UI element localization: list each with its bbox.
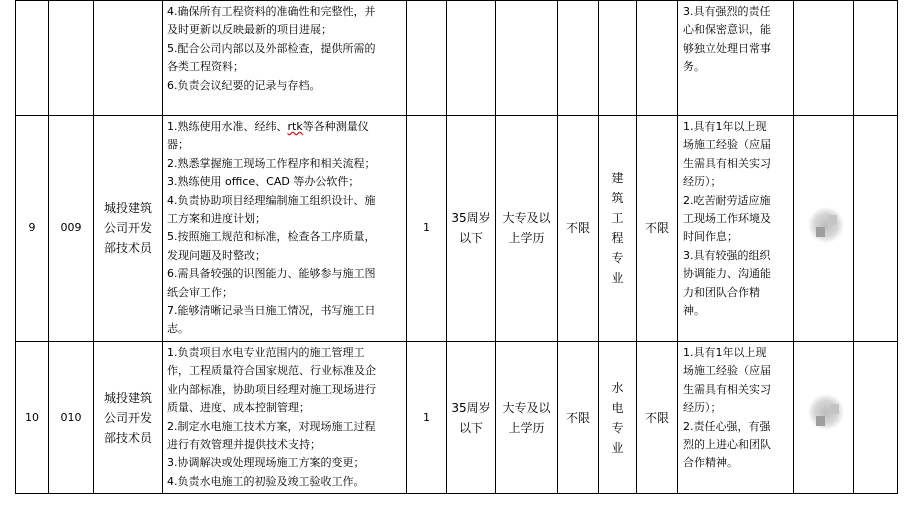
requirement-line: 经历）； bbox=[683, 175, 722, 189]
requirement-line: 神。 bbox=[683, 304, 705, 318]
table-row-9 bbox=[16, 116, 898, 342]
major-char: 专 bbox=[611, 420, 624, 435]
requirement-line: 2.吃苦耐劳适应施 bbox=[683, 193, 771, 207]
duty-line: 作，工程质量符合国家规范、行业标准及企 bbox=[167, 364, 376, 378]
unit-cell bbox=[94, 1, 163, 116]
gender-cell: 不限 bbox=[558, 116, 599, 342]
major-cell bbox=[599, 1, 637, 116]
duty-line: 及时更新以反映最新的项目进展； bbox=[167, 23, 332, 37]
requirement-line: 2.责任心强，有强 bbox=[683, 419, 771, 433]
major-char: 专 bbox=[611, 251, 624, 266]
duty-line: 发现问题及时整改； bbox=[167, 248, 266, 262]
duty-line: 业内部标准，协助项目经理对施工现场进行 bbox=[167, 382, 376, 396]
age-cell bbox=[447, 341, 496, 493]
major-char: 电 bbox=[611, 400, 624, 415]
education-cell bbox=[496, 341, 558, 493]
major-char: 业 bbox=[611, 271, 624, 286]
major-char: 筑 bbox=[611, 191, 624, 206]
requirements-cell bbox=[678, 341, 794, 493]
index-cell: 9 bbox=[16, 116, 49, 342]
age-cell bbox=[447, 116, 496, 342]
major-char: 业 bbox=[611, 440, 624, 455]
duty-line: 7.能够清晰记录当日施工情况，书写施工日 bbox=[167, 304, 376, 318]
code-cell bbox=[49, 1, 94, 116]
duty-line: 5.按照施工规范和标准，检查各工序质量， bbox=[167, 230, 376, 244]
photo-cell bbox=[794, 1, 854, 116]
table-row-continuation bbox=[16, 1, 898, 116]
duty-line: 5.配合公司内部以及外部检查，提供所需的 bbox=[167, 41, 376, 55]
requirement-line: 生需具有相关实习 bbox=[683, 156, 771, 170]
requirement-line: 务。 bbox=[683, 60, 705, 74]
code-cell: 009 bbox=[49, 116, 94, 342]
requirement-line: 协调能力、沟通能 bbox=[683, 267, 771, 281]
duty-line: 4.负责协助项目经理编制施工组织设计、施 bbox=[167, 193, 376, 207]
duties-cell bbox=[163, 341, 407, 493]
requirement-line: 经历）； bbox=[683, 401, 722, 415]
duty-line: 3.熟练使用 office、CAD 等办公软件； bbox=[167, 175, 360, 189]
major-char: 水 bbox=[611, 380, 624, 395]
other-cell: 不限 bbox=[637, 341, 678, 493]
requirement-line: 合作精神。 bbox=[683, 456, 738, 470]
job-postings-table bbox=[15, 0, 898, 494]
requirement-line: 1.具有1年以上现 bbox=[683, 345, 767, 359]
duty-line: 工方案和进度计划； bbox=[167, 212, 266, 226]
duties-cell bbox=[163, 1, 407, 116]
gender-cell: 不限 bbox=[558, 341, 599, 493]
duty-line: 6.需具备较强的识图能力、能够参与施工图 bbox=[167, 267, 376, 281]
duty-line: 3.协调解决或处理现场施工方案的变更； bbox=[167, 456, 365, 470]
age-line: 35周岁 bbox=[451, 400, 491, 415]
duty-line: 1.熟练使用水准、经纬、rtk等各种测量仪 bbox=[167, 120, 369, 133]
major-char: 工 bbox=[611, 211, 624, 226]
education-line: 上学历 bbox=[508, 231, 545, 246]
duty-line: 2.制定水电施工技术方案，对现场施工过程 bbox=[167, 419, 376, 433]
major-cell bbox=[599, 116, 637, 342]
requirement-line: 烈的上进心和团队 bbox=[683, 437, 771, 451]
duty-line: 2.熟悉掌握施工现场工作程序和相关流程； bbox=[167, 156, 376, 170]
unit-cell bbox=[94, 116, 163, 342]
gender-cell bbox=[558, 1, 599, 116]
extra-cell bbox=[854, 116, 898, 342]
redacted-photo-icon bbox=[808, 394, 844, 430]
duty-line: 器； bbox=[167, 138, 189, 152]
table-row-10 bbox=[16, 341, 898, 493]
count-cell: 1 bbox=[407, 116, 447, 342]
major-char: 程 bbox=[611, 231, 624, 246]
duty-line: 4.确保所有工程资料的准确性和完整性，并 bbox=[167, 5, 376, 18]
index-cell bbox=[16, 1, 49, 116]
requirement-line: 够独立处理日常事 bbox=[683, 41, 771, 55]
education-line: 大专及以 bbox=[502, 211, 551, 226]
major-cell bbox=[599, 341, 637, 493]
unit-line: 城投建筑 bbox=[103, 201, 152, 216]
requirement-line: 心和保密意识，能 bbox=[683, 23, 771, 37]
spellcheck-word: rtk bbox=[287, 120, 303, 133]
age-line: 以下 bbox=[458, 231, 483, 246]
extra-cell bbox=[854, 1, 898, 116]
unit-line: 城投建筑 bbox=[103, 390, 152, 405]
requirements-cell bbox=[678, 1, 794, 116]
other-cell: 不限 bbox=[637, 116, 678, 342]
age-cell bbox=[447, 1, 496, 116]
duty-line: 进行有效管理并提供技术支持； bbox=[167, 437, 321, 451]
requirements-cell bbox=[678, 116, 794, 342]
requirement-line: 3.具有较强的组织 bbox=[683, 248, 771, 262]
requirement-line: 3.具有强烈的责任 bbox=[683, 5, 771, 18]
requirement-line: 时间作息； bbox=[683, 230, 738, 244]
other-cell bbox=[637, 1, 678, 116]
unit-line: 部技术员 bbox=[103, 241, 152, 256]
redacted-photo-icon bbox=[808, 207, 844, 243]
count-cell: 1 bbox=[407, 341, 447, 493]
code-cell: 010 bbox=[49, 341, 94, 493]
requirement-line: 力和团队合作精 bbox=[683, 285, 760, 299]
duty-line: 纸会审工作； bbox=[167, 285, 233, 299]
index-cell: 10 bbox=[16, 341, 49, 493]
duty-line: 志。 bbox=[167, 322, 189, 336]
requirement-line: 生需具有相关实习 bbox=[683, 382, 771, 396]
education-cell bbox=[496, 1, 558, 116]
requirement-line: 工现场工作环境及 bbox=[683, 212, 771, 226]
unit-line: 公司开发 bbox=[103, 221, 152, 236]
education-line: 上学历 bbox=[508, 420, 545, 435]
education-cell bbox=[496, 116, 558, 342]
duty-line: 1.负责项目水电专业范围内的施工管理工 bbox=[167, 345, 365, 359]
duty-line: 4.负责水电施工的初验及竣工验收工作。 bbox=[167, 474, 365, 488]
unit-line: 公司开发 bbox=[103, 410, 152, 425]
age-line: 35周岁 bbox=[451, 211, 491, 226]
unit-cell bbox=[94, 341, 163, 493]
requirement-line: 1.具有1年以上现 bbox=[683, 120, 767, 133]
major-char: 建 bbox=[611, 171, 624, 186]
unit-line: 部技术员 bbox=[103, 430, 152, 445]
requirement-line: 场施工经验（应届 bbox=[683, 364, 771, 378]
age-line: 以下 bbox=[458, 420, 483, 435]
duty-line: 各类工程资料； bbox=[167, 60, 244, 74]
requirement-line: 场施工经验（应届 bbox=[683, 138, 771, 152]
duty-line: 质量、进度、成本控制管理； bbox=[167, 401, 310, 415]
extra-cell bbox=[854, 341, 898, 493]
duty-line: 6.负责会议纪要的记录与存档。 bbox=[167, 78, 321, 92]
duties-cell bbox=[163, 116, 407, 342]
education-line: 大专及以 bbox=[502, 400, 551, 415]
count-cell bbox=[407, 1, 447, 116]
